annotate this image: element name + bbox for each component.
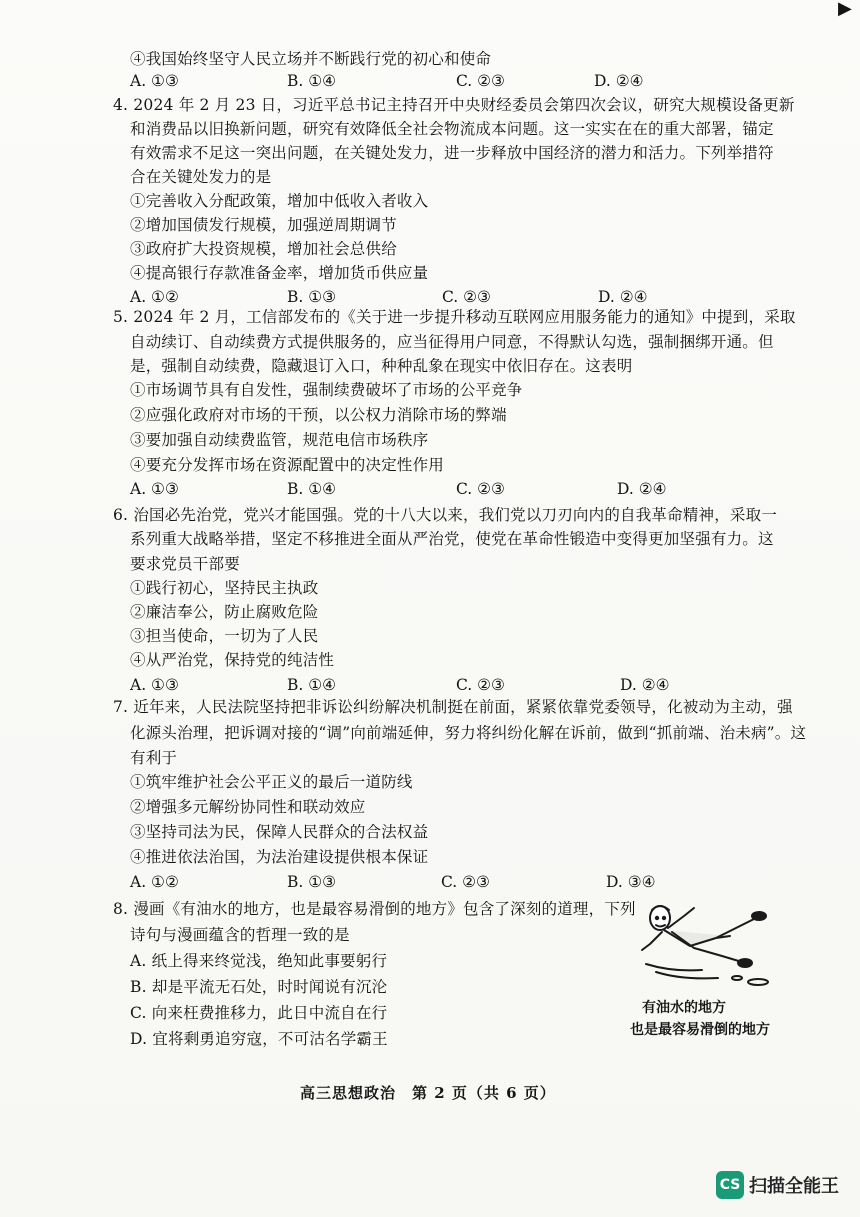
q7-item-2: ②增强多元解纷协同性和联动效应 xyxy=(130,798,366,816)
q8-stem-line-2: 诗句与漫画蕴含的哲理一致的是 xyxy=(130,926,350,944)
q4-stem-line-1: 4. 2024 年 2 月 23 日，习近平总书记主持召开中央财经委员会第四次会议，研究大规模设备更新 xyxy=(113,96,795,114)
q4-option-d: D. ②④ xyxy=(598,288,648,306)
q4-stem-line-2: 和消费品以旧换新问题，研究有效降低全社会物流成本问题。这一实实在在的重大部署，锚定 xyxy=(130,120,774,138)
q4-item-4: ④提高银行存款准备金率，增加货币供应量 xyxy=(130,264,429,282)
q7-item-4: ④推进依法治国，为法治建设提供根本保证 xyxy=(130,848,429,866)
q7-stem-line-2: 化源头治理，把诉调对接的“调”向前端延伸，努力将纠纷化解在诉前，做到“抓前端、治未病”。这 xyxy=(130,724,807,742)
q6-stem-line-1: 6. 治国必先治党，党兴才能国强。党的十八大以来，我们党以刀刃向内的自我革命精神，采取一 xyxy=(113,506,778,524)
q6-stem-line-2: 系列重大战略举措，坚定不移推进全面从严治党，使党在革命性锻造中变得更加坚强有力。这 xyxy=(130,530,774,548)
q7-option-d: D. ③④ xyxy=(606,873,656,891)
q7-item-1: ①筑牢维护社会公平正义的最后一道防线 xyxy=(130,773,413,791)
page-footer: 高三思想政治 第 2 页（共 6 页） xyxy=(300,1084,556,1102)
slipping-person-cartoon-image xyxy=(632,898,782,990)
q4-item-3: ③政府扩大投资规模，增加社会总供给 xyxy=(130,240,397,258)
q7-stem-line-3: 有利于 xyxy=(130,749,178,767)
camscanner-logo-icon: CS xyxy=(716,1171,744,1199)
q5-stem-line-2: 自动续订、自动续费方式提供服务的，应当征得用户同意，不得默认勾选，强制捆绑开通。但 xyxy=(130,333,774,351)
q5-item-3: ③要加强自动续费监管，规范电信市场秩序 xyxy=(130,431,429,449)
q8-stem-line-1: 8. 漫画《有油水的地方，也是最容易滑倒的地方》包含了深刻的道理，下列 xyxy=(113,900,636,918)
q3-option-b: B. ①④ xyxy=(287,72,337,90)
q6-item-3: ③担当使命，一切为了人民 xyxy=(130,627,319,645)
q8-option-b: B. 却是平流无石处，时时闻说有沉沦 xyxy=(130,978,388,996)
q4-stem-line-3: 有效需求不足这一突出问题，在关键处发力，进一步释放中国经济的潜力和活力。下列举措符 xyxy=(130,144,774,162)
q6-item-1: ①践行初心，坚持民主执政 xyxy=(130,579,319,597)
q3-option-c: C. ②③ xyxy=(456,72,505,90)
q7-option-c: C. ②③ xyxy=(441,873,490,891)
q6-item-2: ②廉洁奉公，防止腐败危险 xyxy=(130,603,319,621)
q5-item-4: ④要充分发挥市场在资源配置中的决定性作用 xyxy=(130,456,445,474)
q8-option-d: D. 宜将剩勇追穷寇，不可沽名学霸王 xyxy=(130,1030,388,1048)
q7-item-3: ③坚持司法为民，保障人民群众的合法权益 xyxy=(130,823,429,841)
q6-option-a: A. ①③ xyxy=(130,676,179,694)
q5-stem-line-1: 5. 2024 年 2 月，工信部发布的《关于进一步提升移动互联网应用服务能力的通知》中提到，采取 xyxy=(113,308,796,326)
q3-option-d: D. ②④ xyxy=(594,72,644,90)
q7-option-b: B. ①③ xyxy=(287,873,337,891)
q3-item-4: ④我国始终坚守人民立场并不断践行党的初心和使命 xyxy=(130,50,492,68)
q7-option-a: A. ①② xyxy=(130,873,179,891)
q6-item-4: ④从严治党，保持党的纯洁性 xyxy=(130,651,335,669)
q3-option-a: A. ①③ xyxy=(130,72,179,90)
q6-option-c: C. ②③ xyxy=(456,676,505,694)
cartoon-caption-line-2: 也是最容易滑倒的地方 xyxy=(630,1022,770,1038)
q4-option-c: C. ②③ xyxy=(442,288,491,306)
q6-option-d: D. ②④ xyxy=(620,676,670,694)
q4-option-a: A. ①② xyxy=(130,288,179,306)
q6-stem-line-3: 要求党员干部要 xyxy=(130,555,240,573)
q5-item-1: ①市场调节具有自发性，强制续费破坏了市场的公平竞争 xyxy=(130,381,523,399)
q5-item-2: ②应强化政府对市场的干预，以公权力消除市场的弊端 xyxy=(130,406,507,424)
q6-option-b: B. ①④ xyxy=(287,676,337,694)
q7-stem-line-1: 7. 近年来，人民法院坚持把非诉讼纠纷解决机制挺在前面，紧紧依靠党委领导，化被动为主动，强 xyxy=(113,698,793,716)
q5-option-c: C. ②③ xyxy=(456,480,505,498)
q4-stem-line-4: 合在关键处发力的是 xyxy=(130,168,272,186)
q4-item-2: ②增加国债发行规模，加强逆周期调节 xyxy=(130,216,397,234)
page-corner-mark: ▶ xyxy=(838,0,852,19)
q5-option-d: D. ②④ xyxy=(617,480,667,498)
camscanner-watermark xyxy=(716,1170,839,1200)
cartoon-caption-line-1: 有油水的地方 xyxy=(642,1000,726,1016)
q4-item-1: ①完善收入分配政策，增加中低收入者收入 xyxy=(130,192,429,210)
q8-option-a: A. 纸上得来终觉浅，绝知此事要躬行 xyxy=(130,952,388,970)
q4-option-b: B. ①③ xyxy=(287,288,337,306)
q5-stem-line-3: 是，强制自动续费，隐藏退订入口，种种乱象在现实中依旧存在。这表明 xyxy=(130,357,633,375)
q8-option-c: C. 向来枉费推移力，此日中流自在行 xyxy=(130,1004,388,1022)
camscanner-watermark-text: 扫描全能王 xyxy=(749,1176,839,1197)
q5-option-b: B. ①④ xyxy=(287,480,337,498)
q5-option-a: A. ①③ xyxy=(130,480,179,498)
